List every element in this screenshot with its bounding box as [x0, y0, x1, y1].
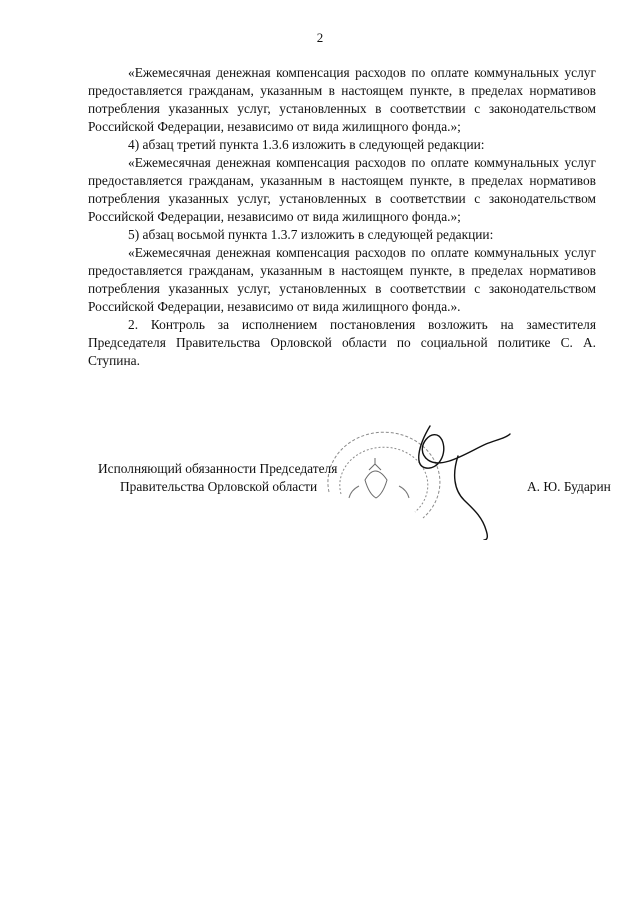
paragraph-control-clause: 2. Контроль за исполнением постановления возложить на заместителя Председателя Правительства Орловской области по социальной политике С. А. Ступина.: [88, 317, 596, 368]
signatory-title-line-2: Правительства Орловской области: [120, 479, 318, 494]
page-number: 2: [316, 30, 324, 45]
document-body: [88, 64, 596, 370]
signatory-title-line-1: Исполняющий обязанности Председателя: [98, 461, 338, 476]
signature-block: [0, 420, 640, 540]
handwritten-signature: [400, 420, 520, 540]
paragraph-compensation-1: «Ежемесячная денежная компенсация расходов по оплате коммунальных услуг предоставляется гражданам, указанным в настоящем пункте, в пределах нормативов потребления указанных услуг, установленных в соответствии с законодательством Российской Федерации, независимо от вида жилищного фонда.»;: [88, 65, 596, 134]
paragraph-compensation-2: «Ежемесячная денежная компенсация расходов по оплате коммунальных услуг предоставляется гражданам, указанным в настоящем пункте, в пределах нормативов потребления указанных услуг, установленных в соответствии с законодательством Российской Федерации, независимо от вида жилищного фонда.»;: [88, 155, 596, 224]
signatory-name: А. Ю. Бударин: [527, 479, 611, 494]
paragraph-amendment-4: 4) абзац третий пункта 1.3.6 изложить в следующей редакции:: [128, 137, 485, 152]
paragraph-amendment-5: 5) абзац восьмой пункта 1.3.7 изложить в следующей редакции:: [128, 227, 494, 242]
paragraph-compensation-3: «Ежемесячная денежная компенсация расходов по оплате коммунальных услуг предоставляется гражданам, указанным в настоящем пункте, в пределах нормативов потребления указанных услуг, установленных в соответствии с законодательством Российской Федерации, независимо от вида жилищного фонда.».: [88, 245, 596, 314]
